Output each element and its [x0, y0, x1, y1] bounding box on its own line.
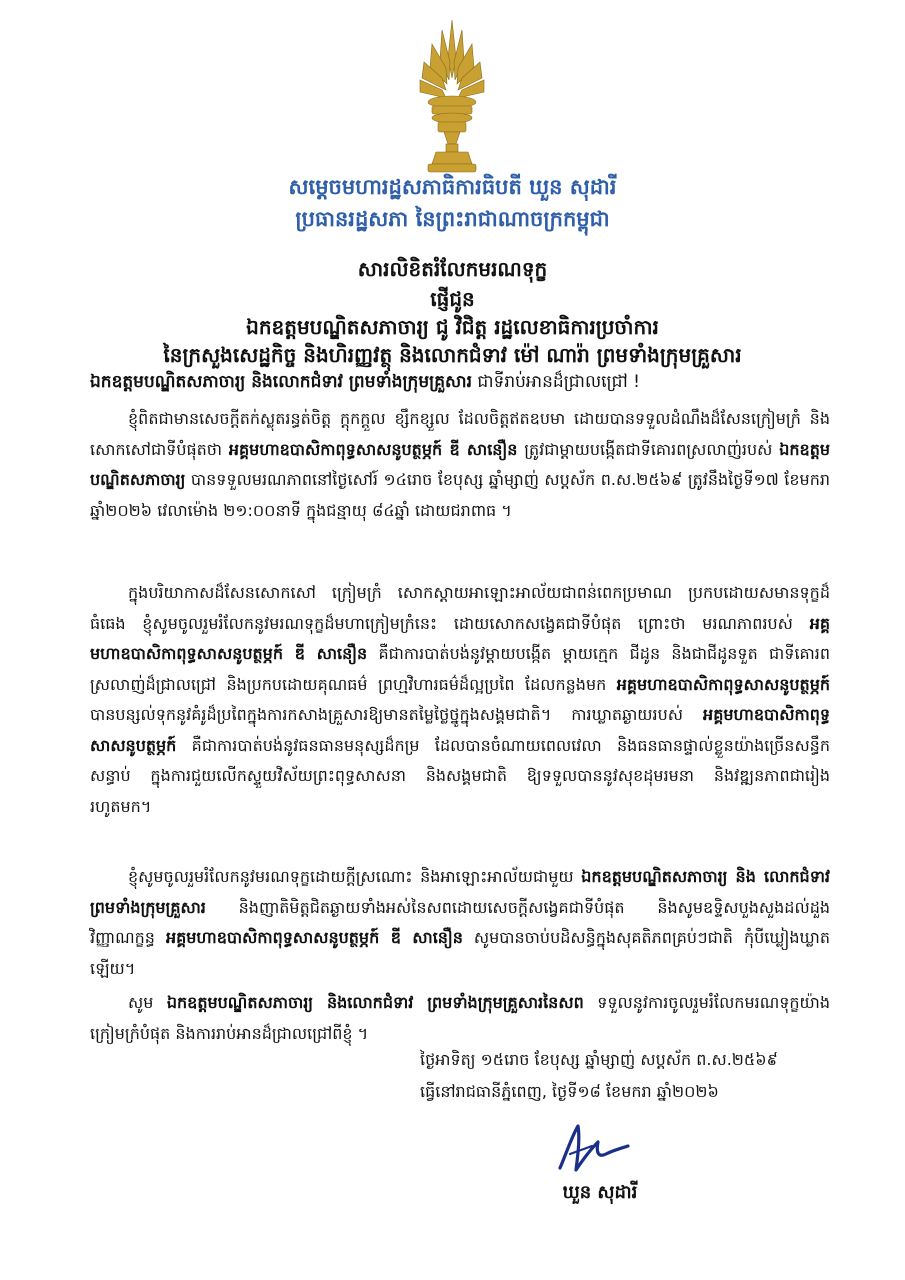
p4-text-2: ទទួលនូវការចូលរួមរំលែកមរណទុក្ខយ៉ាងក្រៀមក្រំបំផុត និងការរាប់អានដ៏ជ្រាលជ្រៅពីខ្ញុំ ។: [90, 993, 831, 1043]
letter-recipient-line2: នៃក្រសួងសេដ្ឋកិច្ច និងហិរញ្ញវត្ថុ និងលោកជំទាវ ម៉ៅ ណារ៉ា ព្រមទាំងក្រុមគ្រួសារ: [163, 343, 742, 367]
p4-bold-1: ឯកឧត្តមបណ្ឌិតសភាចារ្យ និងលោកជំទាវ ព្រមទាំងក្រុមគ្រួសារនៃសព: [166, 993, 584, 1012]
p2-text-2: គឺជាការបាត់បង់នូវម្តាយបង្កើត ម្តាយក្មេក ជីដូន និងជាជីដូនទួត ជាទីគោរពស្រលាញ់ដ៏ជ្រាលជ្រៅ និងប្រកបដោយគុណធម៌ ព្រហ្មវិហារធម៌ដ៏ល្អប្រពៃ ដែលកន្លងមក: [90, 644, 830, 694]
lunar-date: ថ្ងៃអាទិត្យ ១៥រោច ខែបុស្ស ឆ្នាំម្សាញ់ សប្តស័ក ព.ស.២៥៦៩: [420, 1050, 778, 1069]
p3-text-2: និងញាតិមិត្តជិតឆ្ងាយទាំងអស់នៃសពដោយសេចក្តីសង្វេគជាទីបំផុត និងសូមឧទ្ទិសបួងសួងដល់ដួងវិញ្ញាណក្ខន្ធ: [90, 897, 830, 947]
p4-text-1: សូម: [128, 993, 167, 1012]
letter-recipient-line1: ឯកឧត្តមបណ្ឌិតសភាចារ្យ ជូ វិជិត្ត រដ្ឋលេខាធិការប្រចាំការ: [246, 315, 659, 339]
p2-bold-1: អគ្គមហាឧបាសិកាពុទ្ធសាសនូបត្ថម្ភក៍ ឌី សានឿន: [90, 613, 830, 663]
p1-text-2: ត្រូវជាម្តាយបង្កើតជាទីគោរពស្រលាញ់របស់: [517, 439, 780, 459]
signer-name: ឃួន សុដារី: [562, 1182, 638, 1203]
p3-bold-1: ឯកឧត្តមបណ្ឌិតសភាចារ្យ និង លោកជំទាវ ព្រមទាំងក្រុមគ្រួសារ: [90, 867, 830, 917]
p2-bold-2: អគ្គមហាឧបាសិកាពុទ្ធសាសនូបត្ថម្ភក៍: [616, 674, 830, 694]
p1-text-1: ខ្ញុំពិតជាមានសេចក្តីតក់ស្លុតរន្ធត់ចិត្ត ក្តុកក្តួល ខ្សឹកខ្សួល ដែលចិត្តឥតឧបមា ដោយបានទទួលដំណឹងដ៏សែនក្រៀមក្រំ និងសោកសៅជាទីបំផុតថា: [90, 409, 830, 459]
p3-text-3: សូមបានចាប់បដិសន្ធិក្នុងសុគតិភពគ្រប់ៗជាតិ កុំបីឃ្លៀងឃ្លាតឡើយ។: [90, 928, 830, 978]
handwritten-signature-icon: [548, 1118, 638, 1180]
p1-text-3: បានទទួលមរណភាពនៅថ្ងៃសៅរ៍ ១៤រោច ខែបុស្ស ឆ្នាំម្សាញ់ សប្តស័ក ព.ស.២៥៦៩ ត្រូវនឹងថ្ងៃទី១៧ ខែមករា ឆ្នាំ២០២៦ វេលាម៉ោង ២១:០០នាទី ក្នុងជន្មាយុ ៨៤ឆ្នាំ ដោយជរាពាធ ។: [90, 470, 830, 520]
p3-text-1: ខ្ញុំសូមចូលរួមរំលែកនូវមរណទុក្ខដោយក្តីស្រណោះ និងអាឡោះអាល័យជាមួយ: [128, 867, 582, 886]
p2-text-1: ក្នុងបរិយាកាសដ៏សែនសោកសៅ ក្រៀមក្រំ សោកស្តាយអាឡោះអាល័យជាពន់ពេកប្រមាណ ប្រកបដោយសមានទុក្ខដ៏ធំធេង ខ្ញុំសូមចូលរួមរំលែកនូវមរណទុក្ខដ៏មហាក្រៀមក្រំនេះ ដោយសោកសង្វេគជាទីបំផុត ព្រោះថា មរណភាពរបស់: [90, 583, 830, 633]
p2-text-4: គឺជាការបាត់បង់នូវធនធានមនុស្សដ៏កម្រ ដែលបានចំណាយពេលវេលា និងធនធានផ្ទាល់ខ្លួនយ៉ាងច្រើនសន្ធឹកសន្ធាប់ ក្នុងការជួយលើកស្ទួយវិស័យព្រះពុទ្ធសាសនា និងសង្គមជាតិ ឱ្យទទួលបាននូវសុខដុមរមនា និងវឌ្ឍនភាពជារៀងរហូតមក។: [90, 735, 830, 816]
header-subtitle: ប្រធានរដ្ឋសភា នៃព្រះរាជាណាចក្រកម្ពុជា: [295, 206, 610, 231]
paragraph-1: [90, 404, 830, 526]
letter-recipient-prefix: ផ្ញើជូន: [430, 287, 475, 311]
header-title: សម្តេចមហារដ្ឋសភាធិការធិបតី ឃួន សុដារី: [288, 174, 617, 199]
place-and-date: ធ្វើនៅរាជធានីភ្នំពេញ, ថ្ងៃទី១៨ ខែមករា ឆ្នាំ២០២៦: [420, 1082, 719, 1101]
paragraph-3: [90, 862, 830, 984]
p2-text-3: បានបន្សល់ទុកនូវគំរូដ៏ប្រពៃក្នុងការកសាងគ្រួសារឱ្យមានតម្លៃថ្លៃថ្នូក្នុងសង្គមជាតិ។ ការឃ្លាតឆ្ងាយរបស់: [90, 705, 704, 724]
p3-bold-2: អគ្គមហាឧបាសិកាពុទ្ធសាសនូបត្ថម្ភក៍ ឌី សានឿន: [165, 928, 463, 947]
paragraph-2: [90, 578, 830, 822]
paragraph-4: [90, 988, 830, 1049]
p1-bold-1: អគ្គមហាឧបាសិកាពុទ្ធសាសនូបត្ថម្ភក៍ ឌី សានឿន: [228, 439, 518, 459]
salutation: [90, 368, 830, 396]
national-assembly-emblem-icon: [416, 18, 488, 176]
p2-bold-3: អគ្គមហាឧបាសិកាពុទ្ធសាសនូបត្ថម្ភក៍: [90, 705, 830, 755]
letter-title: សារលិខិតរំលែកមរណទុក្ខ: [357, 257, 548, 281]
salutation-rest: ជាទីរាប់អានដ៏ជ្រាលជ្រៅ !: [471, 372, 641, 392]
p1-bold-2: ឯកឧត្តមបណ្ឌិតសភាចារ្យ: [90, 439, 830, 489]
salutation-bold: ឯកឧត្តមបណ្ឌិតសភាចារ្យ និងលោកជំទាវ ព្រមទាំងក្រុមគ្រួសារ: [90, 372, 472, 392]
